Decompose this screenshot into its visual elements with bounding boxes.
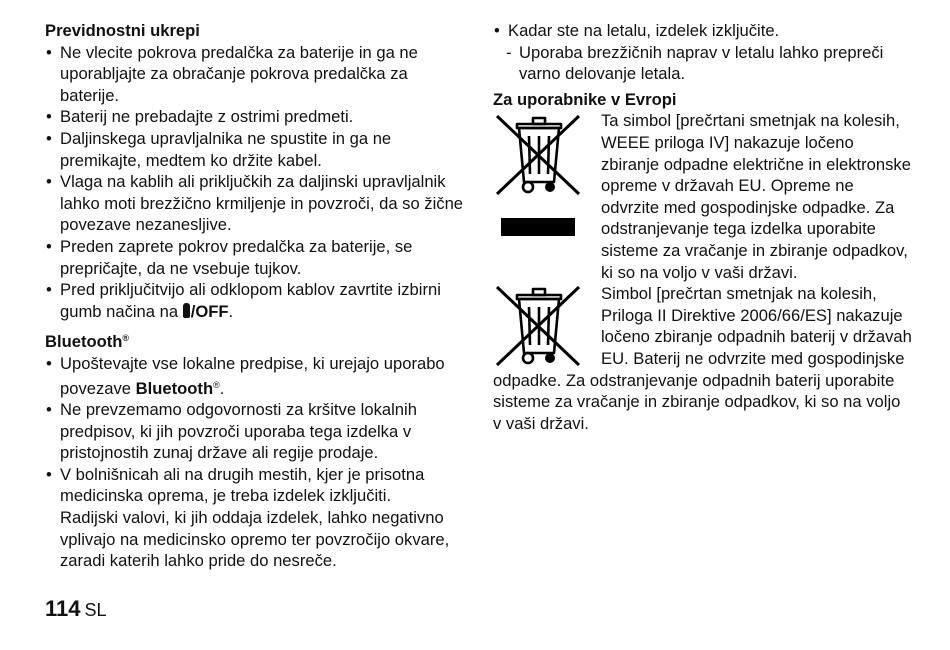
weee-text-wrap — [493, 110, 913, 283]
battery-text: Simbol [prečrtan smetnjak na kolesih, Priloga II Direktive 2006/66/ES] nakazuje ločeno zbiranje odpadnih baterij v državah EU. Baterij ne odvrzite med gospodinjske odpadke. Za odstranjevanje odpadnih baterij uporabite sisteme za vračanje in zbiranje odpadkov, ki so na voljo v vaši državi. — [493, 284, 912, 433]
language-code: SL — [84, 600, 107, 620]
list-item: • Preden zaprete pokrov predalčka za baterije, se prepričajte, da ne vsebuje tujkov. — [45, 236, 465, 279]
list-item: • Ne vlecite pokrova predalčka za baterije in ga ne uporabljajte za obračanje pokrova predalčka za baterije. — [45, 42, 465, 107]
bluetooth-list — [45, 353, 465, 572]
bluetooth-heading — [45, 328, 465, 353]
right-column — [493, 20, 913, 434]
precautions-heading: Previdnostni ukrepi — [45, 21, 200, 40]
list-item-paragraph: Radijski valovi, ki jih oddaja izdelek, lahko negativno vplivajo na medicinsko opremo ter povzročijo okvare, zaradi katerih lahko pride do nesreče. — [60, 508, 450, 571]
list-item: • Daljinskega upravljalnika ne spustite in ga ne premikajte, medtem ko držite kabel. — [45, 128, 465, 171]
battery-crossed-bin-icon — [493, 283, 583, 367]
registered-mark: ® — [122, 333, 130, 344]
list-item: • Baterij ne prebadajte z ostrimi predmeti. — [45, 106, 465, 128]
bluetooth-heading-text: Bluetooth — [45, 332, 123, 352]
weee-text: Ta simbol [prečrtani smetnjak na kolesih, WEEE priloga IV] nakazuje ločeno zbiranje odpadne električne in elektronske opreme v državah EU. Opreme ne odvrzite med gospodinjske odpadke. Za odstranjevanje tega izdelka uporabite sisteme za vračanje in zbiranje odpadkov, ki so na voljo v vaši državi. — [601, 111, 911, 282]
registered-mark: ® — [213, 379, 220, 390]
list-item-suffix: . — [219, 378, 225, 398]
precautions-list — [45, 42, 465, 323]
list-item — [45, 353, 465, 399]
list-item: • Kadar ste na letalu, izdelek izključite. — [493, 20, 913, 42]
dash-marker: - — [506, 42, 512, 62]
off-label: /OFF — [190, 301, 229, 321]
europe-heading: Za uporabnike v Evropi — [493, 89, 677, 109]
list-item-text: Upoštevajte vse lokalne predpise, ki urejajo uporabo povezave — [60, 353, 445, 398]
page-number: 114 — [45, 596, 81, 621]
sub-item-text: Uporaba brezžičnih naprav v letalu lahko prepreči varno delovanje letala. — [519, 42, 884, 84]
list-item: • Ne prevzemamo odgovornosti za kršitve lokalnih predpisov, ki jih povzroči uporaba tega izdelka v pristojnostih zunaj države ali regije prodaje. — [45, 399, 465, 464]
list-item-text: • V bolnišnicah ali na drugih mestih, kjer je prisotna medicinska oprema, je treba izdelek izključiti. — [60, 464, 425, 506]
list-item — [45, 279, 465, 322]
left-column — [45, 20, 465, 572]
battery-text-wrap — [493, 283, 913, 434]
list-item: • Vlaga na kablih ali priključkih za daljinski upravljalnik lahko moti brezžično krmiljenje in povzroči, da so žične povezave nezanesljive. — [45, 171, 465, 236]
page-footer — [45, 598, 107, 622]
bluetooth-bold: Bluetooth — [135, 378, 214, 398]
list-item-text: Pred priključitvijo ali odklopom kablov zavrtite izbirni gumb načina na — [60, 280, 441, 321]
list-item-suffix: . — [228, 301, 234, 321]
weee-spacer — [493, 110, 601, 262]
aircraft-list — [493, 20, 913, 42]
power-mode-icon — [183, 303, 190, 318]
list-item — [45, 464, 465, 572]
sub-item — [493, 42, 913, 85]
